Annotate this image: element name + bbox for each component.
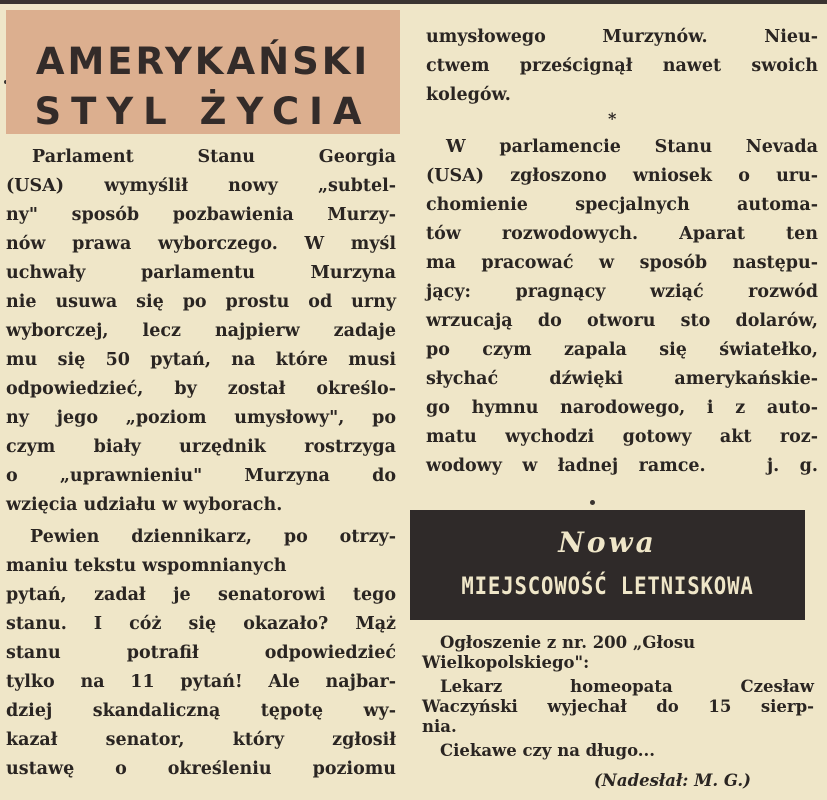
text-line: odpowiedzieć, by został określo-: [6, 379, 396, 399]
text-line: po czym zapala się światełko,: [426, 340, 818, 360]
text-line: Wielkopolskiego":: [422, 653, 590, 672]
text-line: stanu. I cóż się okazało? Mąż: [6, 614, 396, 634]
text-line: umysłowego Murzynów. Nieu-: [426, 27, 818, 47]
signature: (Nadesłał: M. G.): [594, 771, 751, 790]
decorative-dot: [590, 500, 595, 505]
text-line: maniu tekstu wspomnianych: [6, 556, 287, 576]
text-line: uchwały parlamentu Murzyna: [6, 263, 396, 283]
text-line: go hymnu narodowego, i z auto-: [426, 398, 818, 418]
text-line: ustawę o określeniu poziomu: [6, 759, 396, 779]
text-line: tylko na 11 pytań! Ale najbar-: [6, 672, 396, 692]
text-line: nie usuwa się po prostu od urny: [6, 292, 396, 312]
text-line: (USA) wymyślił nowy „subtel-: [6, 176, 396, 196]
text-line: Pewien dziennikarz, po otrzy-: [30, 527, 396, 547]
text-line: stanu potrafił odpowiedzieć: [6, 643, 396, 663]
text-line: Parlament Stanu Georgia: [32, 147, 396, 167]
text-line: tów rozwodowych. Aparat ten: [426, 224, 818, 244]
text-line: ctwem prześcignął nawet swoich: [426, 56, 818, 76]
text-line: Lekarz homeopata Czesław: [440, 677, 814, 696]
left-column: [0, 6, 408, 800]
article-title-line-1: AMERYKAŃSKI: [35, 40, 371, 83]
section-separator: *: [608, 109, 617, 128]
text-line: kazał senator, który zgłosił: [6, 730, 396, 750]
text-line: Waczyński wyjechał do 15 sierp-: [422, 697, 814, 716]
right-column: [408, 6, 827, 800]
text-line: wyborczej, lecz najpierw zadaje: [6, 321, 396, 341]
text-line: nów prawa wyborczego. W myśl: [6, 234, 396, 254]
text-line: o „uprawnieniu" Murzyna do: [6, 466, 396, 486]
text-line: wzięcia udziału w wyborach.: [6, 495, 283, 515]
text-line: chomienie specjalnych automa-: [426, 195, 818, 215]
text-line: (USA) zgłoszono wniosek o uru-: [426, 166, 818, 186]
text-line: wrzucają do otworu sto dolarów,: [426, 311, 818, 331]
text-line: słychać dźwięki amerykańskie-: [426, 369, 818, 389]
text-line: czym biały urzędnik rostrzyga: [6, 437, 396, 457]
text-line: Ogłoszenie z nr. 200 „Głosu: [440, 633, 696, 652]
text-line: nia.: [422, 717, 457, 736]
text-line: pytań, zadał je senatorowi tego: [6, 585, 396, 605]
text-line: matu wychodzi gotowy akt roz-: [426, 427, 818, 447]
text-line: ny" sposób pozbawienia Murzy-: [6, 205, 396, 225]
article-title-box: [6, 10, 400, 134]
text-line: dziej skandaliczną tępotę wy-: [6, 701, 396, 721]
nowa-heading-title: Nowa: [558, 526, 657, 559]
text-line: W parlamencie Stanu Nevada: [446, 137, 818, 157]
text-line: wodowy w ładnej ramce. j. g.: [426, 456, 818, 476]
top-rule: [0, 0, 827, 4]
text-line: kolegów.: [426, 85, 511, 105]
text-line: ma pracować w sposób następu-: [426, 253, 818, 273]
article-title-line-2: STYL ŻYCIA: [34, 90, 372, 133]
text-line: mu się 50 pytań, na które musi: [6, 350, 396, 370]
nowa-heading-box: [410, 510, 805, 620]
text-line: Ciekawe czy na długo...: [440, 741, 656, 760]
text-line: ny jego „poziom umysłowy", po: [6, 408, 396, 428]
text-line: jący: pragnący wziąć rozwód: [426, 282, 818, 302]
nowa-heading-subtitle: MIEJSCOWOŚĆ LETNISKOWA: [461, 572, 754, 600]
